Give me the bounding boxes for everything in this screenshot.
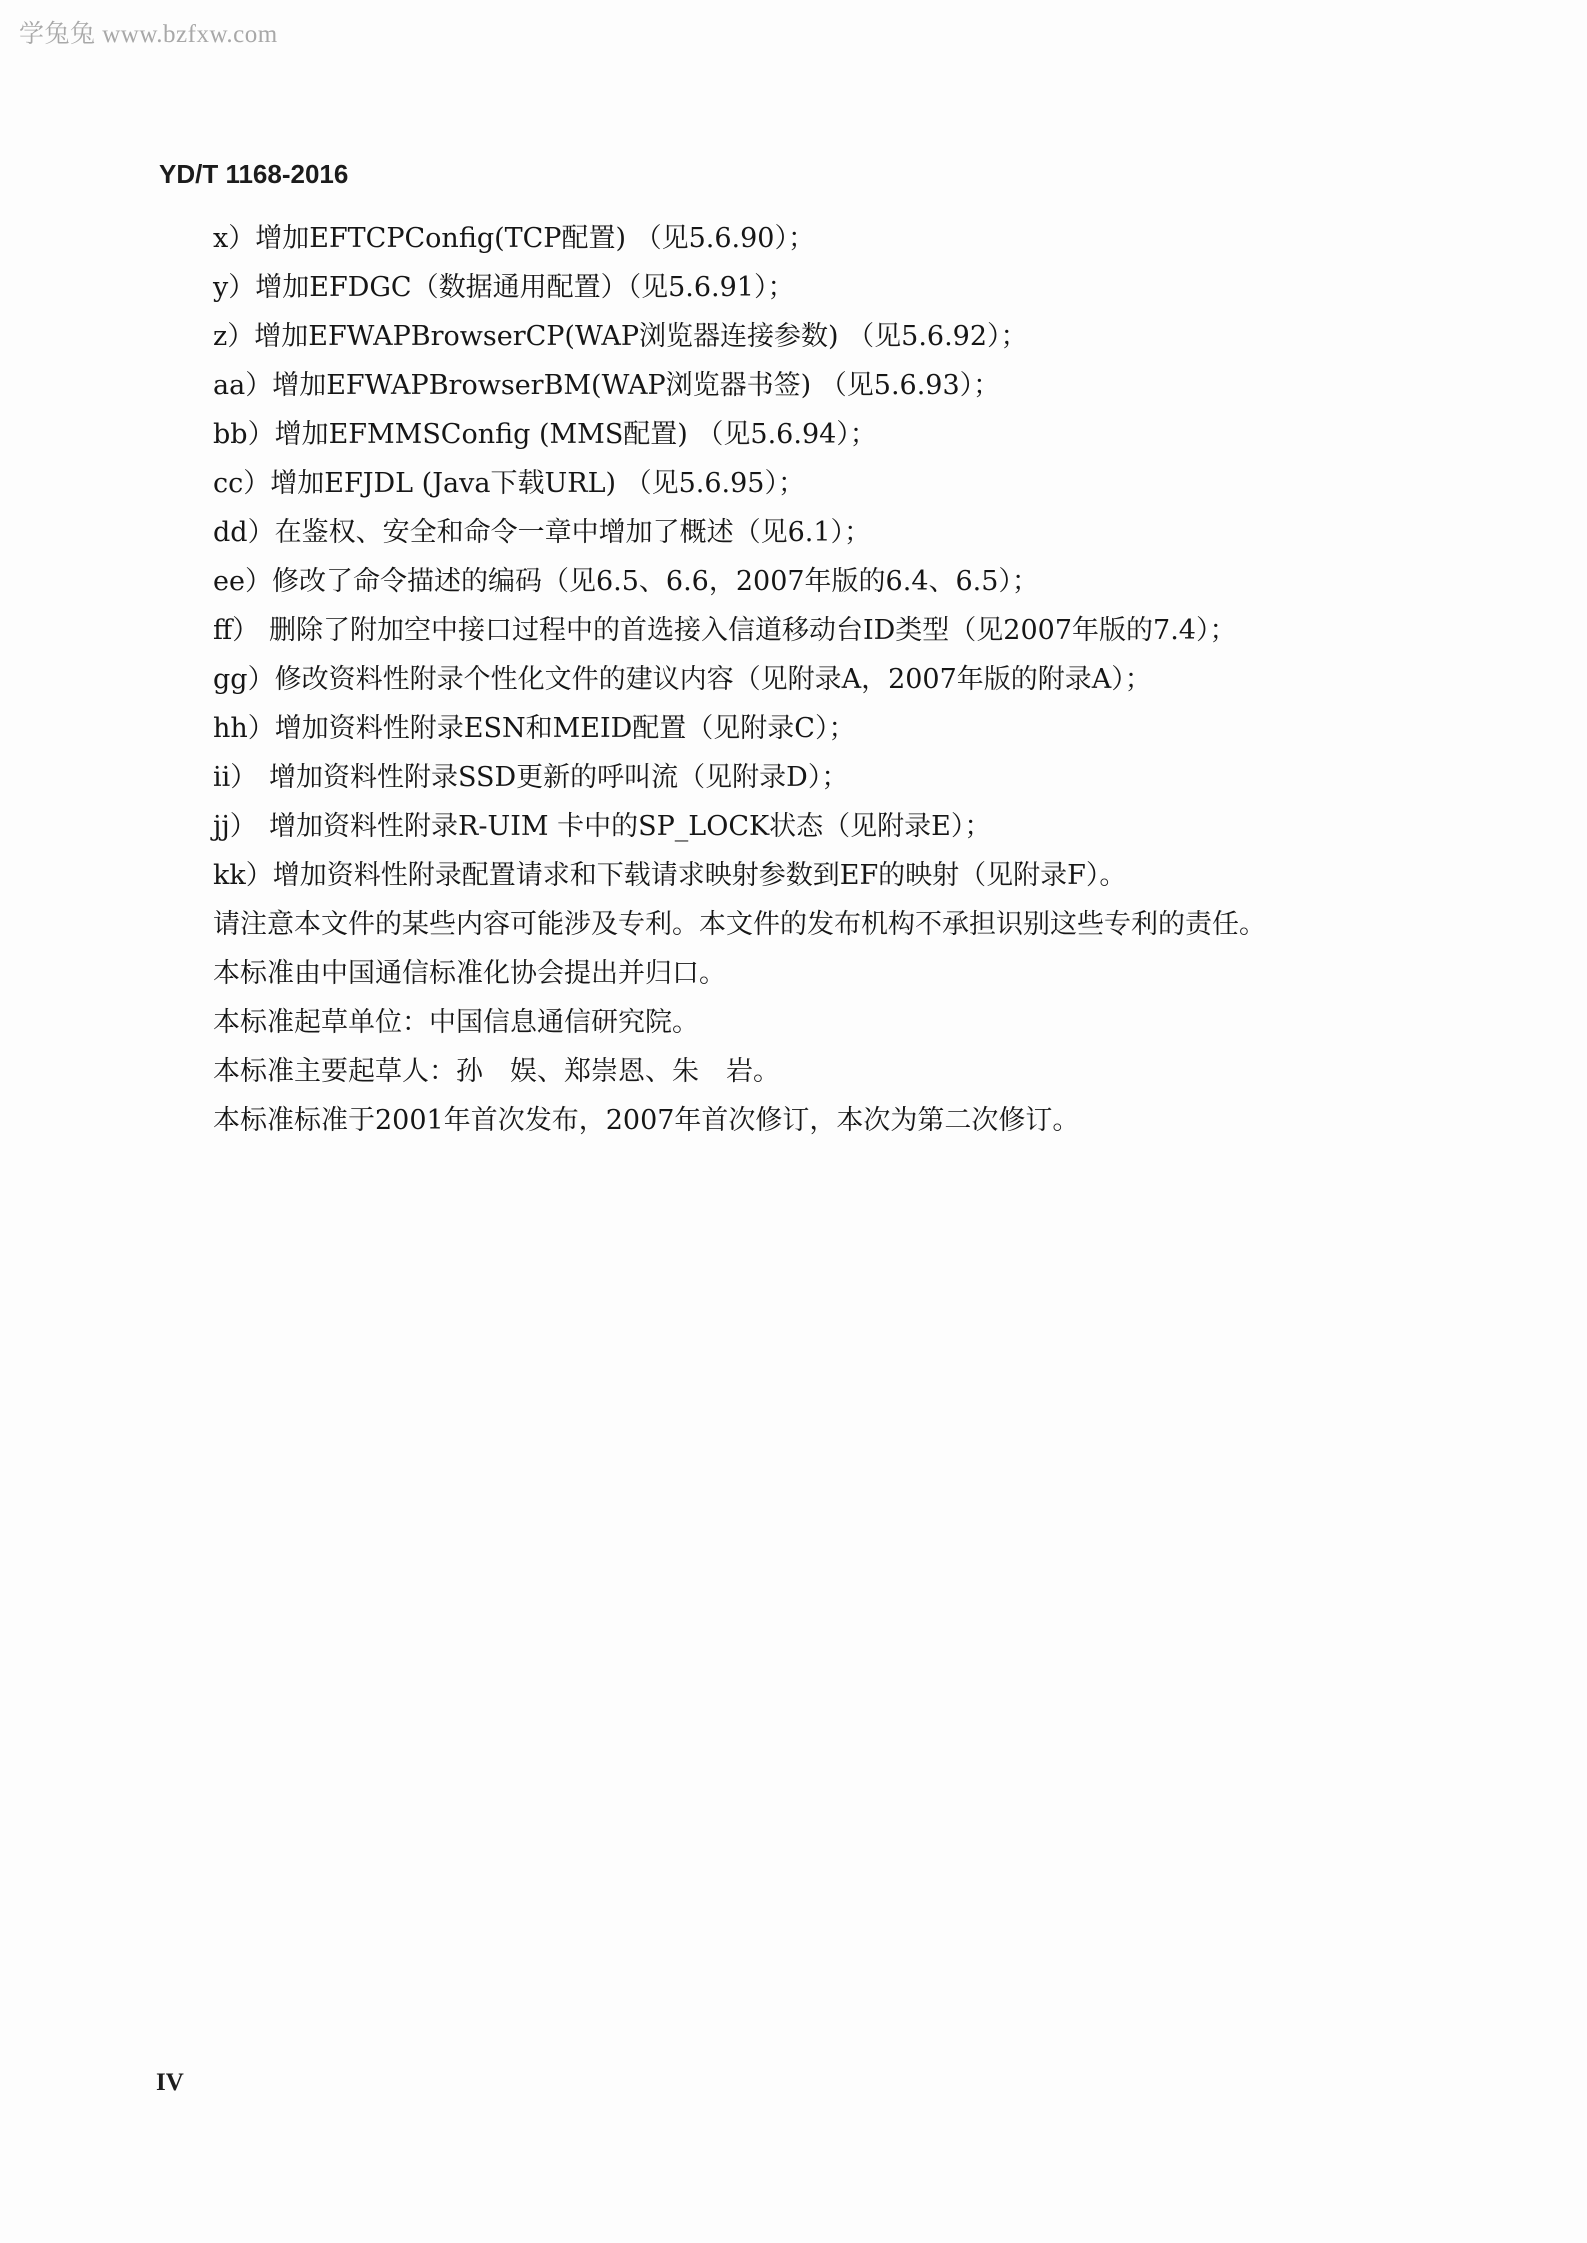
list-item-label: ii） [213, 762, 258, 793]
list-item-label: dd） [213, 517, 275, 548]
list-item-label: y） [213, 272, 256, 303]
list-item [213, 459, 1413, 508]
list-item-text: 修改资料性附录个性化文件的建议内容（见附录A，2007年版的附录A）； [274, 664, 1152, 695]
proposer-paragraph: 本标准由中国通信标准化协会提出并归口。 [213, 958, 726, 989]
publication-history-paragraph: 本标准标准于2001年首次发布，2007年首次修订，本次为第二次修订。 [213, 1105, 1080, 1136]
list-item [213, 606, 1413, 655]
list-item [213, 508, 1413, 557]
list-item-label: z） [213, 321, 255, 352]
list-item-text: 增加资料性附录R-UIM 卡中的SP_LOCK状态（见附录E）； [269, 811, 992, 842]
list-item [213, 214, 1413, 263]
list-item-text: 增加资料性附录配置请求和下载请求映射参数到EF的映射（见附录F）。 [272, 860, 1127, 891]
list-item-label: bb） [213, 419, 275, 450]
list-item [213, 361, 1413, 410]
patent-notice-paragraph: 请注意本文件的某些内容可能涉及专利。本文件的发布机构不承担识别这些专利的责任。 [213, 909, 1266, 940]
list-item [213, 851, 1413, 900]
list-item-label: cc） [213, 468, 271, 499]
list-item-text: 增加资料性附录ESN和MEID配置（见附录C）； [274, 713, 856, 744]
list-item [213, 557, 1413, 606]
list-item [213, 802, 1413, 851]
list-item [213, 704, 1413, 753]
list-item [213, 263, 1413, 312]
list-item-text: 修改了命令描述的编码（见6.5、6.6，2007年版的6.4、6.5）； [271, 566, 1039, 597]
list-item-text: 增加EFWAPBrowserBM(WAP浏览器书签) （见5.6.93）； [272, 370, 1001, 401]
list-item-label: gg） [213, 664, 275, 695]
drafters-paragraph: 本标准主要起草人：孙 娱、郑崇恩、朱 岩。 [213, 1056, 780, 1087]
list-item-text: 在鉴权、安全和命令一章中增加了概述（见6.1）； [274, 517, 872, 548]
list-item-text: 删除了附加空中接口过程中的首选接入信道移动台ID类型（见2007年版的7.4）； [269, 615, 1237, 646]
list-item-label: ff） [213, 615, 260, 646]
list-item [213, 410, 1413, 459]
watermark: 学兔兔 www.bzfxw.com [19, 21, 278, 48]
list-item-text: 增加EFJDL (Java下载URL) （见5.6.95）； [270, 468, 805, 499]
list-item-label: kk） [213, 860, 273, 891]
document-number-header: YD/T 1168-2016 [159, 159, 349, 189]
list-item-label: ee） [213, 566, 272, 597]
list-item [213, 312, 1413, 361]
drafting-unit-paragraph: 本标准起草单位：中国信息通信研究院。 [213, 1007, 699, 1038]
list-item-label: aa） [213, 370, 273, 401]
list-item [213, 655, 1413, 704]
list-item [213, 753, 1413, 802]
list-item-text: 增加EFWAPBrowserCP(WAP浏览器连接参数) （见5.6.92）； [254, 321, 1028, 352]
list-item-label: x） [213, 223, 256, 254]
list-item-text: 增加EFDGC（数据通用配置）（见5.6.91）； [255, 272, 795, 303]
list-item-label: hh） [213, 713, 275, 744]
page-number: IV [156, 2069, 184, 2096]
list-item-text: 增加资料性附录SSD更新的呼叫流（见附录D）； [269, 762, 849, 793]
list-item-text: 增加EFTCPConfig(TCP配置) （见5.6.90）； [255, 223, 815, 254]
list-item-text: 增加EFMMSConfig (MMS配置) （见5.6.94）； [274, 419, 877, 450]
list-item-label: jj） [213, 811, 257, 842]
page-content [213, 214, 1413, 1145]
